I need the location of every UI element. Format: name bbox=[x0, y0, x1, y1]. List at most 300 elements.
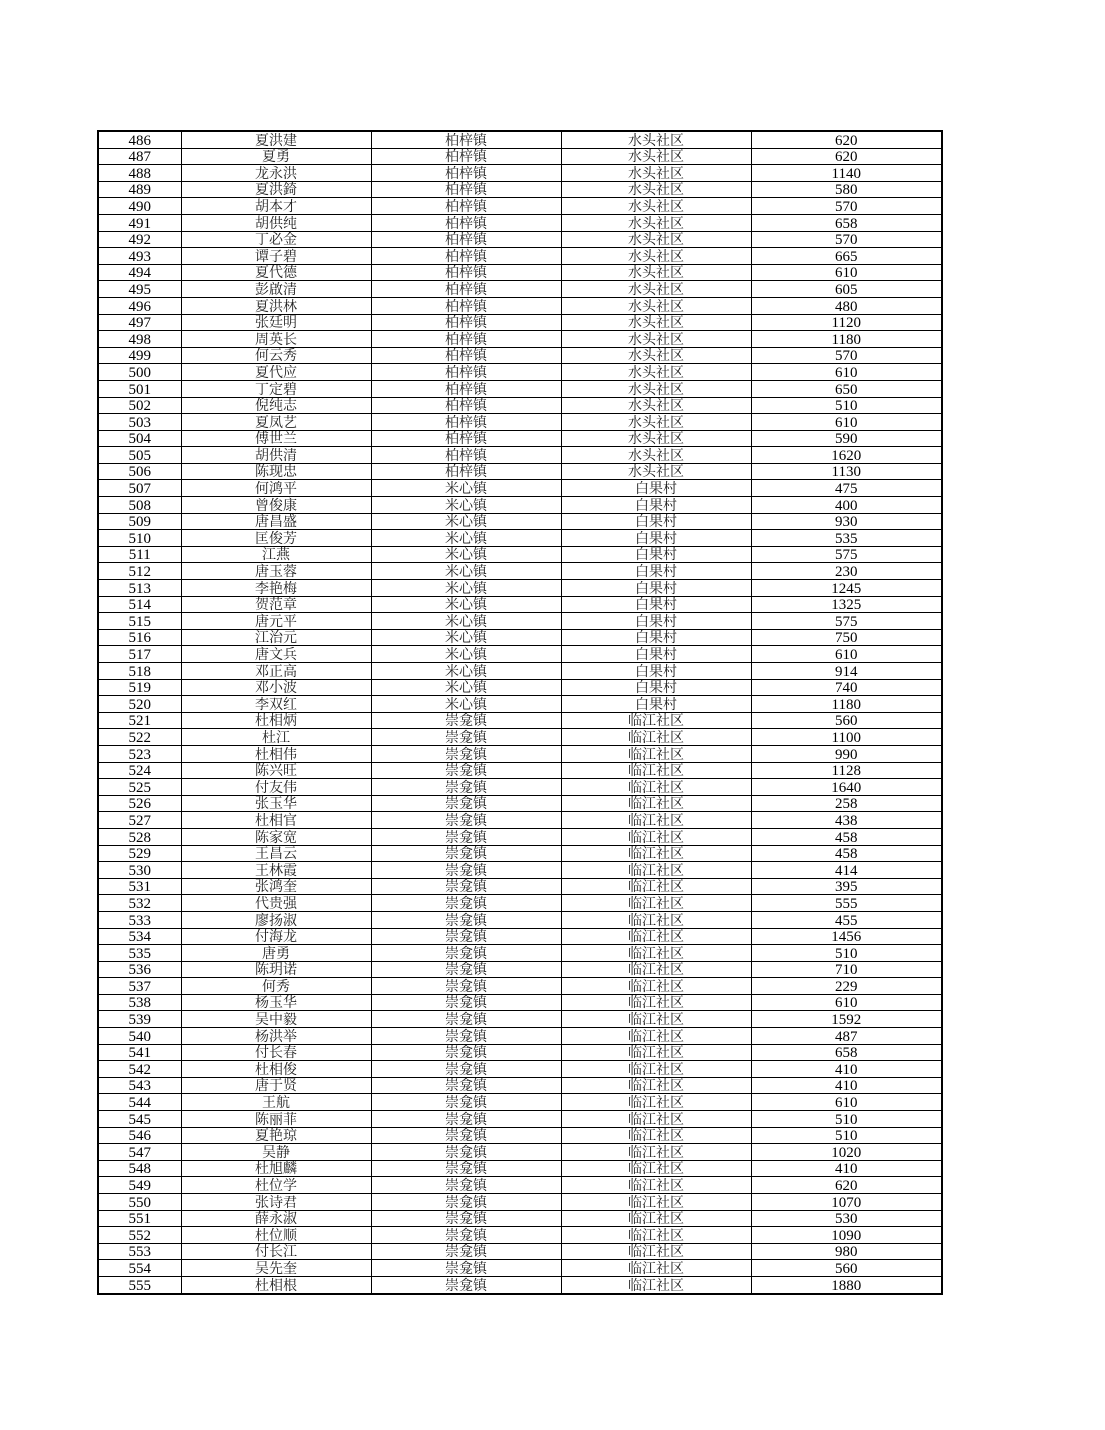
community-cell: 白果村 bbox=[561, 596, 751, 613]
amount-cell: 610 bbox=[751, 414, 942, 431]
row-number-cell: 541 bbox=[98, 1044, 181, 1061]
town-cell: 崇龛镇 bbox=[371, 1227, 561, 1244]
town-cell: 崇龛镇 bbox=[371, 928, 561, 945]
amount-cell: 665 bbox=[751, 248, 942, 265]
table-row bbox=[98, 911, 942, 928]
table-row bbox=[98, 1144, 942, 1161]
name-cell: 唐玉蓉 bbox=[181, 563, 371, 580]
name-cell: 吴中毅 bbox=[181, 1011, 371, 1028]
amount-cell: 605 bbox=[751, 281, 942, 298]
community-cell: 水头社区 bbox=[561, 264, 751, 281]
name-cell: 张玉华 bbox=[181, 795, 371, 812]
community-cell: 白果村 bbox=[561, 663, 751, 680]
name-cell: 王航 bbox=[181, 1094, 371, 1111]
row-number-cell: 505 bbox=[98, 447, 181, 464]
row-number-cell: 525 bbox=[98, 779, 181, 796]
name-cell: 唐于贤 bbox=[181, 1077, 371, 1094]
town-cell: 米心镇 bbox=[371, 563, 561, 580]
community-cell: 临江社区 bbox=[561, 911, 751, 928]
community-cell: 白果村 bbox=[561, 696, 751, 713]
table-row bbox=[98, 878, 942, 895]
row-number-cell: 503 bbox=[98, 414, 181, 431]
name-cell: 张鸿奎 bbox=[181, 878, 371, 895]
name-cell: 杜相俊 bbox=[181, 1061, 371, 1078]
town-cell: 崇龛镇 bbox=[371, 812, 561, 829]
name-cell: 杨玉华 bbox=[181, 994, 371, 1011]
amount-cell: 458 bbox=[751, 845, 942, 862]
name-cell: 陈丽菲 bbox=[181, 1111, 371, 1128]
table-row bbox=[98, 1210, 942, 1227]
table-row bbox=[98, 729, 942, 746]
town-cell: 柏梓镇 bbox=[371, 148, 561, 165]
community-cell: 水头社区 bbox=[561, 430, 751, 447]
community-cell: 水头社区 bbox=[561, 331, 751, 348]
amount-cell: 570 bbox=[751, 231, 942, 248]
table-row bbox=[98, 712, 942, 729]
town-cell: 柏梓镇 bbox=[371, 214, 561, 231]
row-number-cell: 531 bbox=[98, 878, 181, 895]
row-number-cell: 532 bbox=[98, 895, 181, 912]
amount-cell: 914 bbox=[751, 663, 942, 680]
name-cell: 付友伟 bbox=[181, 779, 371, 796]
name-cell: 杜相官 bbox=[181, 812, 371, 829]
community-cell: 水头社区 bbox=[561, 447, 751, 464]
community-cell: 白果村 bbox=[561, 646, 751, 663]
amount-cell: 575 bbox=[751, 613, 942, 630]
table-row bbox=[98, 646, 942, 663]
town-cell: 柏梓镇 bbox=[371, 165, 561, 182]
name-cell: 贺范章 bbox=[181, 596, 371, 613]
amount-cell: 1140 bbox=[751, 165, 942, 182]
community-cell: 临江社区 bbox=[561, 1160, 751, 1177]
name-cell: 杜相根 bbox=[181, 1276, 371, 1293]
row-number-cell: 524 bbox=[98, 762, 181, 779]
row-number-cell: 548 bbox=[98, 1160, 181, 1177]
table-row bbox=[98, 546, 942, 563]
table-body bbox=[98, 131, 942, 1294]
town-cell: 柏梓镇 bbox=[371, 414, 561, 431]
amount-cell: 1130 bbox=[751, 463, 942, 480]
row-number-cell: 514 bbox=[98, 596, 181, 613]
row-number-cell: 555 bbox=[98, 1276, 181, 1293]
name-cell: 李艳梅 bbox=[181, 580, 371, 597]
amount-cell: 510 bbox=[751, 945, 942, 962]
community-cell: 白果村 bbox=[561, 679, 751, 696]
table-row bbox=[98, 447, 942, 464]
name-cell: 杜位学 bbox=[181, 1177, 371, 1194]
amount-cell: 580 bbox=[751, 181, 942, 198]
town-cell: 柏梓镇 bbox=[371, 181, 561, 198]
community-cell: 白果村 bbox=[561, 629, 751, 646]
town-cell: 米心镇 bbox=[371, 613, 561, 630]
community-cell: 临江社区 bbox=[561, 812, 751, 829]
town-cell: 米心镇 bbox=[371, 646, 561, 663]
table-row bbox=[98, 679, 942, 696]
row-number-cell: 489 bbox=[98, 181, 181, 198]
name-cell: 胡供纯 bbox=[181, 214, 371, 231]
table-row bbox=[98, 281, 942, 298]
row-number-cell: 546 bbox=[98, 1127, 181, 1144]
row-number-cell: 488 bbox=[98, 165, 181, 182]
amount-cell: 1592 bbox=[751, 1011, 942, 1028]
town-cell: 米心镇 bbox=[371, 497, 561, 514]
community-cell: 临江社区 bbox=[561, 1177, 751, 1194]
amount-cell: 930 bbox=[751, 513, 942, 530]
town-cell: 崇龛镇 bbox=[371, 1260, 561, 1277]
row-number-cell: 513 bbox=[98, 580, 181, 597]
row-number-cell: 522 bbox=[98, 729, 181, 746]
town-cell: 崇龛镇 bbox=[371, 1061, 561, 1078]
town-cell: 崇龛镇 bbox=[371, 1144, 561, 1161]
community-cell: 临江社区 bbox=[561, 1194, 751, 1211]
amount-cell: 475 bbox=[751, 480, 942, 497]
row-number-cell: 490 bbox=[98, 198, 181, 215]
table-row bbox=[98, 181, 942, 198]
row-number-cell: 551 bbox=[98, 1210, 181, 1227]
row-number-cell: 519 bbox=[98, 679, 181, 696]
row-number-cell: 553 bbox=[98, 1243, 181, 1260]
name-cell: 廖扬淑 bbox=[181, 911, 371, 928]
table-row bbox=[98, 314, 942, 331]
community-cell: 白果村 bbox=[561, 563, 751, 580]
table-row bbox=[98, 895, 942, 912]
name-cell: 傅世兰 bbox=[181, 430, 371, 447]
row-number-cell: 495 bbox=[98, 281, 181, 298]
table-row bbox=[98, 214, 942, 231]
name-cell: 何鸿平 bbox=[181, 480, 371, 497]
name-cell: 唐昌盛 bbox=[181, 513, 371, 530]
table-row bbox=[98, 663, 942, 680]
amount-cell: 610 bbox=[751, 264, 942, 281]
town-cell: 米心镇 bbox=[371, 480, 561, 497]
row-number-cell: 521 bbox=[98, 712, 181, 729]
community-cell: 临江社区 bbox=[561, 1276, 751, 1293]
town-cell: 崇龛镇 bbox=[371, 1127, 561, 1144]
town-cell: 柏梓镇 bbox=[371, 198, 561, 215]
name-cell: 张廷明 bbox=[181, 314, 371, 331]
table-row bbox=[98, 430, 942, 447]
row-number-cell: 552 bbox=[98, 1227, 181, 1244]
town-cell: 柏梓镇 bbox=[371, 347, 561, 364]
table-row bbox=[98, 629, 942, 646]
name-cell: 吴静 bbox=[181, 1144, 371, 1161]
community-cell: 白果村 bbox=[561, 497, 751, 514]
town-cell: 崇龛镇 bbox=[371, 712, 561, 729]
town-cell: 柏梓镇 bbox=[371, 314, 561, 331]
town-cell: 米心镇 bbox=[371, 513, 561, 530]
amount-cell: 575 bbox=[751, 546, 942, 563]
row-number-cell: 493 bbox=[98, 248, 181, 265]
amount-cell: 610 bbox=[751, 364, 942, 381]
community-cell: 临江社区 bbox=[561, 712, 751, 729]
community-cell: 临江社区 bbox=[561, 1094, 751, 1111]
name-cell: 夏洪林 bbox=[181, 297, 371, 314]
town-cell: 崇龛镇 bbox=[371, 1210, 561, 1227]
row-number-cell: 523 bbox=[98, 745, 181, 762]
row-number-cell: 516 bbox=[98, 629, 181, 646]
name-cell: 陈家宽 bbox=[181, 828, 371, 845]
row-number-cell: 491 bbox=[98, 214, 181, 231]
amount-cell: 610 bbox=[751, 1094, 942, 1111]
table-row bbox=[98, 978, 942, 995]
row-number-cell: 538 bbox=[98, 994, 181, 1011]
town-cell: 崇龛镇 bbox=[371, 978, 561, 995]
town-cell: 崇龛镇 bbox=[371, 779, 561, 796]
town-cell: 崇龛镇 bbox=[371, 1111, 561, 1128]
town-cell: 崇龛镇 bbox=[371, 828, 561, 845]
row-number-cell: 512 bbox=[98, 563, 181, 580]
town-cell: 崇龛镇 bbox=[371, 1243, 561, 1260]
table-row bbox=[98, 812, 942, 829]
community-cell: 水头社区 bbox=[561, 297, 751, 314]
row-number-cell: 518 bbox=[98, 663, 181, 680]
name-cell: 周英长 bbox=[181, 331, 371, 348]
community-cell: 水头社区 bbox=[561, 347, 751, 364]
amount-cell: 740 bbox=[751, 679, 942, 696]
table-row bbox=[98, 845, 942, 862]
amount-cell: 1120 bbox=[751, 314, 942, 331]
row-number-cell: 509 bbox=[98, 513, 181, 530]
table-row bbox=[98, 945, 942, 962]
row-number-cell: 550 bbox=[98, 1194, 181, 1211]
amount-cell: 438 bbox=[751, 812, 942, 829]
row-number-cell: 539 bbox=[98, 1011, 181, 1028]
name-cell: 胡供清 bbox=[181, 447, 371, 464]
amount-cell: 750 bbox=[751, 629, 942, 646]
name-cell: 陈玥诺 bbox=[181, 961, 371, 978]
amount-cell: 410 bbox=[751, 1160, 942, 1177]
table-row bbox=[98, 1260, 942, 1277]
town-cell: 柏梓镇 bbox=[371, 447, 561, 464]
row-number-cell: 543 bbox=[98, 1077, 181, 1094]
name-cell: 曾俊康 bbox=[181, 497, 371, 514]
row-number-cell: 487 bbox=[98, 148, 181, 165]
community-cell: 白果村 bbox=[561, 580, 751, 597]
table-row bbox=[98, 364, 942, 381]
table-row bbox=[98, 795, 942, 812]
table-row bbox=[98, 779, 942, 796]
community-cell: 白果村 bbox=[561, 613, 751, 630]
row-number-cell: 528 bbox=[98, 828, 181, 845]
community-cell: 临江社区 bbox=[561, 1044, 751, 1061]
community-cell: 水头社区 bbox=[561, 314, 751, 331]
row-number-cell: 545 bbox=[98, 1111, 181, 1128]
amount-cell: 1640 bbox=[751, 779, 942, 796]
name-cell: 杜位顺 bbox=[181, 1227, 371, 1244]
table-row bbox=[98, 1044, 942, 1061]
town-cell: 米心镇 bbox=[371, 596, 561, 613]
amount-cell: 487 bbox=[751, 1028, 942, 1045]
community-cell: 白果村 bbox=[561, 546, 751, 563]
table-row bbox=[98, 331, 942, 348]
row-number-cell: 534 bbox=[98, 928, 181, 945]
name-cell: 江治元 bbox=[181, 629, 371, 646]
table-row bbox=[98, 613, 942, 630]
amount-cell: 560 bbox=[751, 712, 942, 729]
amount-cell: 414 bbox=[751, 862, 942, 879]
amount-cell: 555 bbox=[751, 895, 942, 912]
row-number-cell: 486 bbox=[98, 131, 181, 148]
community-cell: 临江社区 bbox=[561, 928, 751, 945]
town-cell: 米心镇 bbox=[371, 580, 561, 597]
community-cell: 临江社区 bbox=[561, 1144, 751, 1161]
name-cell: 薛永淑 bbox=[181, 1210, 371, 1227]
amount-cell: 560 bbox=[751, 1260, 942, 1277]
town-cell: 崇龛镇 bbox=[371, 1194, 561, 1211]
community-cell: 临江社区 bbox=[561, 878, 751, 895]
name-cell: 陈现忠 bbox=[181, 463, 371, 480]
community-cell: 白果村 bbox=[561, 513, 751, 530]
amount-cell: 980 bbox=[751, 1243, 942, 1260]
row-number-cell: 530 bbox=[98, 862, 181, 879]
amount-cell: 1880 bbox=[751, 1276, 942, 1293]
row-number-cell: 494 bbox=[98, 264, 181, 281]
row-number-cell: 497 bbox=[98, 314, 181, 331]
name-cell: 何云秀 bbox=[181, 347, 371, 364]
town-cell: 崇龛镇 bbox=[371, 762, 561, 779]
table-row bbox=[98, 762, 942, 779]
row-number-cell: 506 bbox=[98, 463, 181, 480]
name-cell: 杜旭麟 bbox=[181, 1160, 371, 1177]
community-cell: 临江社区 bbox=[561, 729, 751, 746]
name-cell: 夏凤艺 bbox=[181, 414, 371, 431]
amount-cell: 650 bbox=[751, 380, 942, 397]
name-cell: 龙永洪 bbox=[181, 165, 371, 182]
name-cell: 何秀 bbox=[181, 978, 371, 995]
town-cell: 崇龛镇 bbox=[371, 862, 561, 879]
name-cell: 邓正高 bbox=[181, 663, 371, 680]
table-row bbox=[98, 198, 942, 215]
table-row bbox=[98, 513, 942, 530]
community-cell: 临江社区 bbox=[561, 1243, 751, 1260]
table-row bbox=[98, 1177, 942, 1194]
town-cell: 柏梓镇 bbox=[371, 331, 561, 348]
table-row bbox=[98, 961, 942, 978]
name-cell: 江燕 bbox=[181, 546, 371, 563]
community-cell: 白果村 bbox=[561, 530, 751, 547]
table-row bbox=[98, 1011, 942, 1028]
name-cell: 丁必金 bbox=[181, 231, 371, 248]
amount-cell: 258 bbox=[751, 795, 942, 812]
community-cell: 临江社区 bbox=[561, 745, 751, 762]
community-cell: 临江社区 bbox=[561, 1227, 751, 1244]
town-cell: 崇龛镇 bbox=[371, 729, 561, 746]
table-row bbox=[98, 1276, 942, 1293]
table-row bbox=[98, 165, 942, 182]
amount-cell: 1128 bbox=[751, 762, 942, 779]
amount-cell: 610 bbox=[751, 646, 942, 663]
row-number-cell: 496 bbox=[98, 297, 181, 314]
table-row bbox=[98, 1111, 942, 1128]
row-number-cell: 501 bbox=[98, 380, 181, 397]
name-cell: 唐勇 bbox=[181, 945, 371, 962]
name-cell: 唐元平 bbox=[181, 613, 371, 630]
row-number-cell: 492 bbox=[98, 231, 181, 248]
row-number-cell: 549 bbox=[98, 1177, 181, 1194]
table-row bbox=[98, 497, 942, 514]
community-cell: 水头社区 bbox=[561, 181, 751, 198]
community-cell: 水头社区 bbox=[561, 231, 751, 248]
table-row bbox=[98, 696, 942, 713]
name-cell: 王昌云 bbox=[181, 845, 371, 862]
community-cell: 临江社区 bbox=[561, 1061, 751, 1078]
community-cell: 临江社区 bbox=[561, 828, 751, 845]
table-row bbox=[98, 248, 942, 265]
table-row bbox=[98, 131, 942, 148]
name-cell: 杜相炳 bbox=[181, 712, 371, 729]
table-row bbox=[98, 1028, 942, 1045]
name-cell: 夏勇 bbox=[181, 148, 371, 165]
amount-cell: 658 bbox=[751, 1044, 942, 1061]
community-cell: 水头社区 bbox=[561, 131, 751, 148]
amount-cell: 710 bbox=[751, 961, 942, 978]
name-cell: 夏代德 bbox=[181, 264, 371, 281]
table-row bbox=[98, 463, 942, 480]
community-cell: 临江社区 bbox=[561, 895, 751, 912]
community-cell: 水头社区 bbox=[561, 214, 751, 231]
table-row bbox=[98, 563, 942, 580]
table-row bbox=[98, 862, 942, 879]
table-row bbox=[98, 347, 942, 364]
amount-cell: 230 bbox=[751, 563, 942, 580]
community-cell: 水头社区 bbox=[561, 198, 751, 215]
row-number-cell: 537 bbox=[98, 978, 181, 995]
town-cell: 柏梓镇 bbox=[371, 231, 561, 248]
table-row bbox=[98, 231, 942, 248]
community-cell: 临江社区 bbox=[561, 795, 751, 812]
name-cell: 夏代应 bbox=[181, 364, 371, 381]
table-row bbox=[98, 828, 942, 845]
amount-cell: 400 bbox=[751, 497, 942, 514]
community-cell: 水头社区 bbox=[561, 248, 751, 265]
amount-cell: 530 bbox=[751, 1210, 942, 1227]
community-cell: 白果村 bbox=[561, 480, 751, 497]
town-cell: 崇龛镇 bbox=[371, 878, 561, 895]
amount-cell: 410 bbox=[751, 1077, 942, 1094]
row-number-cell: 511 bbox=[98, 546, 181, 563]
amount-cell: 1100 bbox=[751, 729, 942, 746]
town-cell: 米心镇 bbox=[371, 530, 561, 547]
town-cell: 崇龛镇 bbox=[371, 745, 561, 762]
town-cell: 崇龛镇 bbox=[371, 994, 561, 1011]
community-cell: 临江社区 bbox=[561, 945, 751, 962]
table-row bbox=[98, 380, 942, 397]
amount-cell: 229 bbox=[751, 978, 942, 995]
row-number-cell: 542 bbox=[98, 1061, 181, 1078]
town-cell: 柏梓镇 bbox=[371, 364, 561, 381]
table-row bbox=[98, 1227, 942, 1244]
town-cell: 柏梓镇 bbox=[371, 463, 561, 480]
town-cell: 米心镇 bbox=[371, 629, 561, 646]
data-table bbox=[97, 130, 943, 1295]
town-cell: 柏梓镇 bbox=[371, 281, 561, 298]
amount-cell: 1020 bbox=[751, 1144, 942, 1161]
table-row bbox=[98, 1160, 942, 1177]
community-cell: 临江社区 bbox=[561, 1028, 751, 1045]
table-row bbox=[98, 397, 942, 414]
row-number-cell: 520 bbox=[98, 696, 181, 713]
community-cell: 水头社区 bbox=[561, 364, 751, 381]
name-cell: 吴先奎 bbox=[181, 1260, 371, 1277]
amount-cell: 590 bbox=[751, 430, 942, 447]
table-row bbox=[98, 596, 942, 613]
community-cell: 水头社区 bbox=[561, 380, 751, 397]
name-cell: 王林霞 bbox=[181, 862, 371, 879]
table-row bbox=[98, 297, 942, 314]
table-row bbox=[98, 264, 942, 281]
name-cell: 谭子碧 bbox=[181, 248, 371, 265]
amount-cell: 395 bbox=[751, 878, 942, 895]
